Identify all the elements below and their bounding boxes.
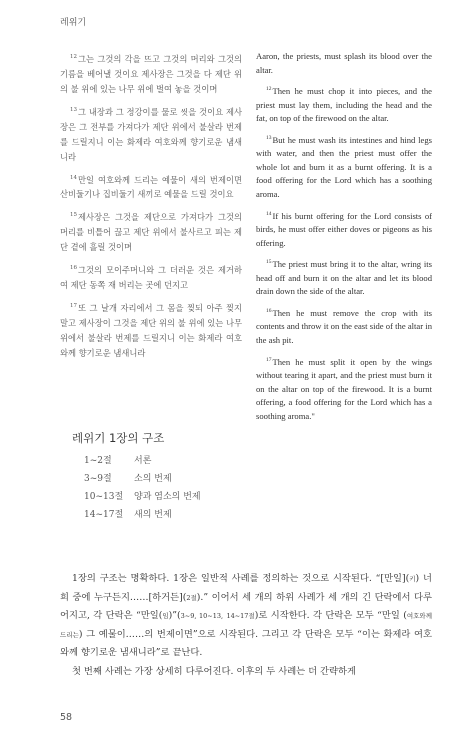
outline-reference: 14~17절 <box>84 510 124 520</box>
verse-number: 14 <box>70 174 77 181</box>
text-run: ) 그 예물이……의 번제이면”으로 시작된다. 그리고 각 단락은 모두 “이는 화제라 여호와께 향기로운 냄새니라”로 끝난다. <box>60 628 432 658</box>
verse-number: 13 <box>70 106 77 113</box>
verse-number: 17 <box>266 356 272 363</box>
text-run: )”( <box>168 610 181 621</box>
verse-text: But he must wash its intestines and hind legs with water, and then the priest must offer the whole lot and burn it as a burnt offering. It is a food offering for the Lord which has a soothing aroma. <box>256 134 432 200</box>
verse-number: 17 <box>70 302 77 309</box>
outline-row <box>84 471 201 489</box>
text-run: 여호와께 드리는 <box>60 612 432 639</box>
text-run: 키 <box>409 575 416 583</box>
verse-text: Then he must split it open by the wings without tearing it apart, and the priest must burn it on the altar on top of the firewood. It is a burnt offering, a food offering for the Lord which has a soothing aroma." <box>256 356 432 421</box>
verse-text: 그 내장과 그 정강이를 물로 씻을 것이요 제사장은 그 전부를 가져다가 제단 위에서 불살라 번제를 드릴지니 이는 화제라 여호와께 향기로운 냄새니라 <box>60 106 242 162</box>
verse-number: 12 <box>266 86 272 93</box>
text-run: 임 <box>162 612 169 620</box>
verse-text: If his burnt offering for the Lord consists of birds, he must offer either doves or pigeons as his offering. <box>256 210 432 248</box>
outline-row <box>84 507 201 525</box>
verse-text: 또 그 날개 자리에서 그 몸을 찢되 아주 찢지 말고 제사장이 그것을 제단 위의 불 위에 있는 나무 위에서 불살라 번제를 드릴지니 이는 화제라 여호와께 향기로운 냄새니라 <box>60 302 242 358</box>
english-verse <box>256 208 432 251</box>
english-verse <box>256 354 432 424</box>
outline-reference: 10~13절 <box>84 492 124 502</box>
verse-text: Then he must remove the crop with its contents and throw it on the east side of the altar in the ash pit. <box>256 307 432 345</box>
outline-row <box>84 453 201 471</box>
english-verse <box>256 305 432 348</box>
verse-number: 15 <box>266 259 272 266</box>
english-verse <box>256 132 432 202</box>
verse-number: 13 <box>266 134 272 141</box>
running-head: 레위기 <box>60 18 87 28</box>
english-scripture-column <box>256 50 432 429</box>
verse-number: 16 <box>266 307 272 314</box>
structure-outline <box>84 453 201 525</box>
text-run: 14~17절 <box>226 612 255 620</box>
verse-number: 16 <box>70 265 77 272</box>
page-number: 58 <box>60 712 73 723</box>
commentary-paragraph <box>60 570 432 663</box>
text-run: )로 시작한다. 각 단락은 모두 “만일 ( <box>254 610 407 621</box>
outline-topic: 소의 번제 <box>134 474 172 484</box>
outline-reference: 3~9절 <box>84 474 112 484</box>
korean-scripture-column <box>60 50 242 367</box>
verse-number: 12 <box>70 54 77 60</box>
text-run: ).” 이어서 세 개의 하위 사례가 세 개의 긴 단락에서 다루어지고, 각 단락은 “만일( <box>60 591 432 621</box>
korean-verse <box>60 261 242 293</box>
commentary-paragraph: 첫 번째 사례는 가장 상세히 다루어진다. 이후의 두 사례는 더 간략하게 <box>72 665 356 677</box>
section-title: 레위기 1장의 구조 <box>72 431 165 445</box>
english-lead-text: Aaron, the priests, must splash its blood over the altar. <box>256 51 432 75</box>
korean-verse <box>60 50 242 97</box>
outline-reference: 1~2절 <box>84 456 112 466</box>
korean-verse <box>60 299 242 361</box>
text-run: 2절 <box>186 593 197 602</box>
text-run: 1장의 구조는 명확하다. 1장은 일반적 사례를 정의하는 것으로 시작된다. “[만일]( <box>72 573 410 584</box>
korean-verse <box>60 171 242 203</box>
outline-topic: 새의 번제 <box>134 510 172 520</box>
korean-verse <box>60 208 242 255</box>
verse-text: 만일 여호와께 드리는 예물이 새의 번제이면 산비둘기나 집비둘기 새끼로 예물을 드릴 것이요 <box>60 174 242 200</box>
outline-topic: 양과 염소의 번제 <box>134 492 201 502</box>
korean-verse <box>60 103 242 165</box>
commentary-body <box>60 570 432 681</box>
verse-text: 그는 그것의 각을 뜨고 그것의 머리와 그것의 기름을 베어낼 것이요 제사장은 그것을 다 제단 위의 불 위에 있는 나무 위에 벌여 놓을 것이며 <box>60 53 242 94</box>
verse-number: 15 <box>70 212 77 219</box>
english-verse <box>256 256 432 299</box>
text-run: ) 너희 중에 누구든지……[하거든]( <box>60 573 432 603</box>
text-run: 3~9, 10~13, <box>180 612 224 620</box>
verse-text: The priest must bring it to the altar, wring its head off and burn it on the altar and let its blood drain down the side of the altar. <box>256 259 432 297</box>
outline-topic: 서론 <box>134 456 152 466</box>
verse-text: 그것의 모이주머니와 그 더러운 것은 제거하여 제단 동쪽 재 버리는 곳에 던지고 <box>60 264 242 290</box>
verse-number: 14 <box>266 210 272 217</box>
outline-row <box>84 489 201 507</box>
english-verse <box>256 83 432 126</box>
verse-text: 제사장은 그것을 제단으로 가져다가 그것의 머리를 비틀어 끊고 제단 위에서 불사르고 피는 제단 곁에 흘릴 것이며 <box>60 212 242 253</box>
verse-text: Then he must chop it into pieces, and the priest must lay them, including the head and the fat, on top of the firewood on the altar. <box>256 86 432 124</box>
